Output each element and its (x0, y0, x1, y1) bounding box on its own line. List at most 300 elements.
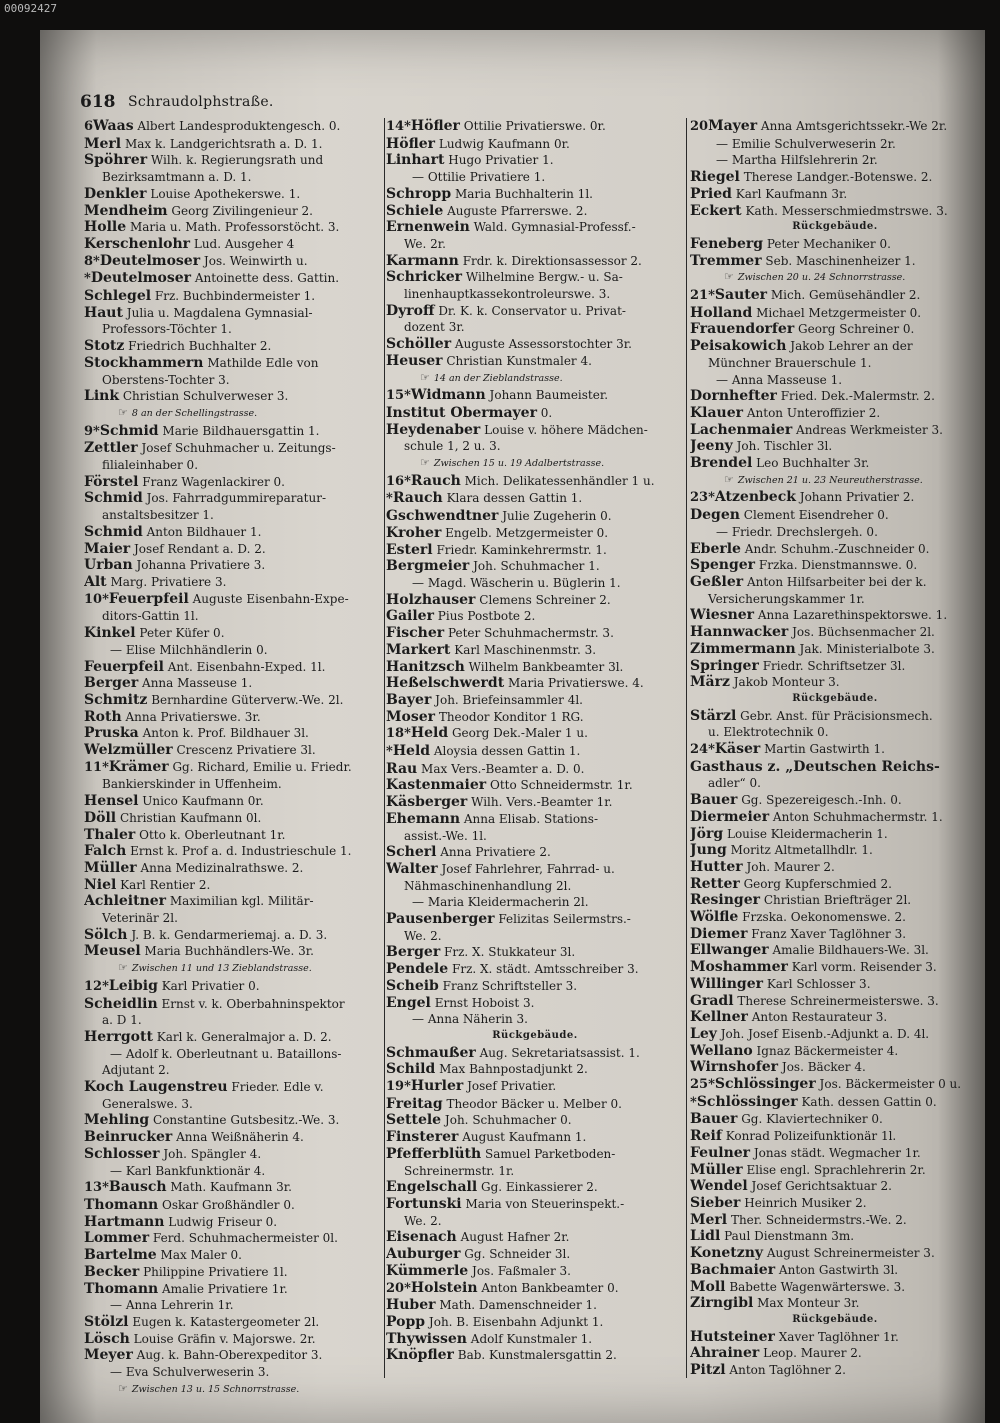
resident-entry (690, 809, 980, 826)
resident-surname: Roth (84, 708, 122, 725)
entry-subresident: — Eva Schulverweserin 3. (110, 1365, 270, 1380)
resident-surname: Widmann (410, 387, 486, 404)
resident-details: Peter Schuhmachermstr. 3. (447, 626, 614, 641)
resident-surname: Bartelme (84, 1247, 157, 1264)
house-number: 12* (84, 978, 109, 994)
resident-entry (386, 625, 684, 642)
resident-surname: Degen (690, 507, 740, 524)
resident-details: Otto k. Oberleutnant 1r. (139, 827, 286, 842)
resident-details: Louise v. höhere Mädchen- (484, 422, 648, 437)
resident-entry (690, 507, 980, 524)
entry-subresident: — Anna Näherin 3. (412, 1012, 528, 1027)
resident-details: Anton Gastwirth 3l. (778, 1262, 899, 1277)
resident-details: Konrad Polizeifunktionär 1l. (725, 1129, 897, 1144)
resident-entry (84, 253, 384, 271)
resident-entry (690, 942, 980, 959)
resident-entry (84, 355, 384, 372)
resident-entry (690, 826, 980, 843)
resident-entry (84, 1029, 384, 1046)
resident-surname: Hutter (690, 858, 743, 875)
resident-entry (84, 136, 384, 153)
resident-surname: Urban (84, 557, 133, 574)
resident-details: Maria u. Math. Professorstöcht. 3. (129, 220, 340, 235)
resident-details: Joh. Briefeinsammler 4l. (435, 692, 583, 707)
resident-entry (84, 203, 384, 220)
resident-surname: Held (392, 743, 431, 760)
resident-surname: Döll (84, 809, 117, 826)
street-note (386, 455, 684, 473)
resident-details: Anna Weißnäherin 4. (176, 1130, 304, 1145)
resident-surname: Wölfle (690, 909, 739, 926)
resident-surname: Spöhrer (84, 152, 148, 169)
resident-details: Albert Landesproduktengesch. 0. (137, 119, 341, 133)
house-number: 18* (386, 726, 411, 742)
resident-details: Max Vers.-Beamter a. D. 0. (421, 761, 585, 776)
resident-surname: Settele (386, 1112, 442, 1129)
resident-surname: Fortunski (386, 1196, 462, 1212)
house-number: * (690, 1094, 697, 1110)
resident-surname: Jeeny (690, 438, 733, 455)
house-number: 10* (84, 591, 109, 607)
resident-entry (84, 759, 384, 777)
resident-entry (386, 1061, 684, 1078)
resident-entry (690, 993, 980, 1010)
directory-column-2 (386, 118, 684, 1398)
resident-details: Jos. Weinwirth u. (203, 253, 308, 268)
resident-details: Johann Privatier 2. (799, 490, 915, 505)
resident-surname: Merl (84, 135, 122, 152)
resident-details: Jos. Faßmaler 3. (472, 1263, 571, 1278)
resident-entry (386, 1146, 684, 1163)
resident-surname: Herrgott (84, 1028, 153, 1045)
resident-entry (386, 1129, 684, 1146)
resident-entry (84, 1146, 384, 1163)
resident-surname: Pausenberger (386, 911, 495, 928)
resident-entry (690, 305, 980, 322)
pointing-hand-icon: ☞ (724, 270, 734, 284)
resident-details: Jos. Bäcker 4. (781, 1060, 866, 1075)
resident-entry (690, 759, 980, 776)
resident-entry (386, 542, 684, 559)
resident-surname: Ernenwein (386, 219, 470, 236)
resident-entry (84, 827, 384, 844)
resident-surname: Kroher (386, 524, 442, 541)
resident-surname: Jörg (690, 825, 724, 842)
resident-entry (84, 1281, 384, 1298)
resident-details: Ant. Eisenbahn-Exped. 1l. (167, 659, 326, 674)
resident-surname: Willinger (690, 975, 764, 992)
entry-continuation: adler“ 0. (708, 776, 761, 791)
resident-entry (84, 1347, 384, 1364)
resident-entry (386, 1112, 684, 1129)
resident-details: Wilh. k. Regierungsrath und (150, 153, 324, 168)
resident-surname: Haut (84, 304, 123, 321)
entry-continuation: Schreinermstr. 1r. (404, 1163, 515, 1178)
resident-details: Johann Baumeister. (489, 388, 609, 403)
resident-details: Anna Privatiere 2. (440, 845, 551, 860)
resident-entry (84, 860, 384, 877)
resident-surname: Rauch (392, 490, 443, 507)
resident-entry (84, 659, 384, 676)
resident-entry (690, 959, 980, 976)
resident-surname: Rauch (410, 472, 461, 489)
resident-surname: Müller (84, 859, 137, 876)
resident-details: Joh. Spängler 4. (163, 1146, 262, 1161)
resident-surname: Bayer (386, 691, 432, 708)
resident-surname: Knöpfler (386, 1347, 454, 1364)
resident-details: Karl Rentier 2. (120, 877, 211, 892)
resident-surname: Freitag (386, 1095, 443, 1112)
resident-surname: Zettler (84, 440, 138, 457)
resident-surname: Ley (690, 1025, 717, 1042)
running-head: Schraudolphstraße. (128, 94, 274, 110)
scan-identifier: 00092427 (4, 2, 57, 15)
resident-details: Gebr. Anst. für Präcisionsmech. (740, 708, 933, 723)
resident-entry (690, 876, 980, 893)
resident-entry (84, 692, 384, 709)
resident-surname: Zimmermann (690, 640, 796, 657)
resident-details: Georg Schreiner 0. (798, 322, 915, 337)
resident-entry (386, 608, 684, 625)
resident-entry (386, 269, 684, 286)
entry-continuation: Nähmaschinenhandlung 2l. (404, 878, 572, 893)
column-rule (384, 118, 385, 1378)
page-number: 618 (80, 92, 116, 112)
resident-entry (386, 944, 684, 961)
resident-surname: Berger (84, 675, 139, 692)
entry-continuation: Versicherungskammer 1r. (708, 591, 865, 606)
resident-surname: Pendele (386, 961, 449, 978)
resident-entry (690, 1245, 980, 1262)
resident-surname: Wellano (690, 1042, 753, 1059)
resident-details: Xaver Taglöhner 1r. (778, 1329, 899, 1344)
street-note-text: Zwischen 20 u. 24 Schnorrstrasse. (737, 272, 906, 284)
resident-entry (690, 574, 980, 591)
resident-surname: Wiesner (690, 607, 755, 624)
resident-surname: Tremmer (690, 252, 762, 269)
resident-entry (386, 844, 684, 861)
resident-entry (690, 1279, 980, 1296)
resident-surname: Mehling (84, 1112, 150, 1129)
resident-details: Anton Restaurateur 3. (751, 1010, 888, 1025)
resident-entry (84, 152, 384, 169)
resident-details: Anton Taglöhner 2. (729, 1363, 846, 1378)
resident-entry (386, 725, 684, 743)
resident-details: Moritz Altmetallhdlr. 1. (730, 843, 873, 858)
resident-entry (690, 741, 980, 759)
resident-details: Jos. Fahrradgummireparatur- (146, 491, 326, 506)
resident-entry (690, 792, 980, 809)
resident-details: Anna Elisab. Stations- (463, 811, 599, 826)
resident-surname: Holstein (410, 1279, 478, 1296)
entry-continuation: We. 2. (404, 928, 442, 943)
entry-continuation: filialeinhaber 0. (102, 458, 199, 473)
resident-details: Max Bahnpostadjunkt 2. (439, 1062, 588, 1077)
resident-surname: Krämer (108, 758, 169, 775)
resident-surname: Gradl (690, 992, 734, 1009)
resident-surname: Denkler (84, 185, 147, 202)
resident-details: Ferd. Schuhmachermeister 0l. (152, 1231, 338, 1246)
resident-surname: Schmid (84, 490, 143, 507)
resident-surname: Engelschall (386, 1179, 478, 1196)
resident-entry (690, 489, 980, 507)
resident-details: Joh. Schuhmacher 1. (473, 559, 600, 574)
resident-entry (84, 1197, 384, 1214)
resident-details: Gg. Einkassierer 2. (481, 1180, 598, 1195)
house-number: * (386, 744, 393, 760)
resident-details: Gg. Richard, Emilie u. Friedr. (172, 759, 352, 774)
resident-surname: Wirnshofer (690, 1059, 779, 1076)
entry-continuation: Veterinär 2l. (102, 911, 178, 926)
resident-entry (386, 1280, 684, 1298)
resident-details: Jonas städt. Wegmacher 1r. (753, 1145, 921, 1160)
resident-details: Georg Dek.-Maler 1 u. (451, 726, 588, 741)
resident-entry (84, 843, 384, 860)
resident-details: Samuel Parketboden- (485, 1146, 616, 1161)
resident-surname: Alt (84, 573, 107, 590)
resident-details: Paul Dienstmann 3m. (724, 1229, 855, 1244)
resident-details: Maria Buchhändlers-We. 3r. (144, 944, 314, 959)
resident-entry (84, 591, 384, 609)
resident-details: Franz Xaver Taglöhner 3. (751, 926, 907, 941)
street-note-text: 14 an der Zieblandstrasse. (433, 372, 563, 384)
resident-surname: Held (410, 725, 449, 742)
entry-continuation: dozent 3r. (404, 320, 465, 335)
resident-details: Anton Hilfsarbeiter bei der k. (746, 574, 927, 589)
resident-entry (690, 842, 980, 859)
resident-surname: Waas (93, 118, 134, 134)
street-note-text: 8 an der Schellingstrasse. (131, 407, 258, 419)
resident-entry (84, 725, 384, 742)
resident-surname: Schlosser (84, 1145, 160, 1162)
resident-surname: Konetzny (690, 1245, 764, 1262)
directory-column-1 (84, 118, 384, 1398)
resident-details: Anton Bildhauer 1. (146, 524, 262, 539)
entry-subresident: — Emilie Schulverweserin 2r. (716, 136, 896, 151)
resident-surname: Diermeier (690, 808, 770, 825)
resident-surname: Schöller (386, 336, 452, 353)
resident-details: Anna Medizinalrathswe. 2. (140, 860, 304, 875)
resident-entry (690, 1009, 980, 1026)
resident-surname: Lachenmaier (690, 421, 793, 438)
resident-entry (84, 1230, 384, 1247)
resident-entry (84, 996, 384, 1013)
resident-entry (690, 1043, 980, 1060)
resident-entry (690, 1329, 980, 1346)
resident-details: Michael Metzgermeister 0. (756, 305, 922, 320)
resident-surname: Bergmeier (386, 558, 470, 575)
resident-entry (690, 658, 980, 675)
resident-entry (386, 186, 684, 203)
resident-surname: Diemer (690, 925, 748, 942)
resident-details: Ludwig Kaufmann 0r. (438, 136, 570, 151)
resident-details: Theodor Konditor 1 RG. (438, 709, 584, 724)
resident-details: Ernst v. k. Oberbahninspektor (161, 996, 345, 1011)
entry-subresident: — Magd. Wäscherin u. Büglerin 1. (412, 575, 621, 590)
resident-details: Klara dessen Gattin 1. (446, 491, 583, 506)
resident-entry (386, 303, 684, 320)
resident-details: Bab. Kunstmalersgattin 2. (457, 1348, 617, 1363)
resident-details: Leop. Maurer 2. (763, 1346, 862, 1361)
resident-details: Friedrich Buchhalter 2. (128, 339, 272, 354)
resident-entry (386, 761, 684, 778)
entry-continuation: Bankierskinder in Uffenheim. (102, 777, 282, 792)
resident-entry (386, 508, 684, 525)
resident-surname: Feulner (690, 1144, 751, 1161)
resident-details: Adolf Kunstmaler 1. (470, 1331, 593, 1346)
resident-entry (84, 118, 384, 136)
section-heading-rear-building: Rückgebäude. (792, 692, 878, 704)
resident-details: Aug. k. Bahn-Oberexpeditor 3. (136, 1348, 323, 1363)
resident-entry (690, 186, 980, 203)
resident-entry (386, 1196, 684, 1213)
resident-entry (690, 1178, 980, 1195)
entry-subresident: — Friedr. Drechslergeh. 0. (716, 524, 878, 539)
house-number: 20* (386, 1280, 411, 1296)
pointing-hand-icon: ☞ (724, 472, 734, 486)
resident-details: Philippine Privatiere 1l. (143, 1264, 288, 1279)
entry-continuation: Generalswe. 3. (102, 1096, 193, 1111)
resident-entry (84, 305, 384, 322)
resident-entry (84, 978, 384, 996)
resident-entry (690, 1262, 980, 1279)
resident-surname: Wendel (690, 1178, 748, 1195)
resident-details: Josef Rendant a. D. 2. (134, 541, 266, 556)
resident-details: J. B. k. Gendarmeriemaj. a. D. 3. (131, 927, 328, 942)
resident-details: Ludwig Friseur 0. (168, 1214, 278, 1229)
resident-surname: Heuser (386, 352, 443, 369)
entry-subresident: — Ottilie Privatiere 1. (412, 170, 546, 185)
resident-surname: Schmid (84, 523, 143, 540)
resident-entry (690, 674, 980, 691)
resident-entry (690, 624, 980, 641)
resident-details: Aloysia dessen Gattin 1. (433, 744, 581, 759)
directory-column-3 (690, 118, 980, 1398)
resident-details: Aug. Sekretariatsassist. 1. (479, 1045, 640, 1060)
resident-surname: Pfefferblüth (386, 1145, 482, 1162)
resident-surname: Riegel (690, 169, 740, 186)
resident-details: Mathilde Edle von (207, 355, 319, 370)
resident-entry (690, 1076, 980, 1094)
resident-details: Bernhardine Güterverw.-We. 2l. (151, 692, 344, 707)
resident-entry (690, 1228, 980, 1245)
resident-details: Math. Damenschneider 1. (439, 1298, 597, 1313)
street-note-text: Zwischen 21 u. 23 Neureutherstrasse. (737, 474, 923, 486)
resident-entry (84, 877, 384, 894)
resident-details: Anton Schuhmachermstr. 1. (772, 809, 943, 824)
resident-entry (386, 405, 684, 422)
resident-details: Frzka. Dienstmannswe. 0. (758, 558, 918, 573)
resident-entry (84, 793, 384, 810)
resident-details: Marie Bildhauersgattin 1. (162, 423, 320, 438)
resident-details: Fried. Dek.-Malermstr. 2. (780, 389, 935, 404)
resident-details: Crescenz Privatiere 3l. (176, 743, 316, 758)
resident-entry (84, 557, 384, 574)
resident-surname: Scheib (386, 977, 439, 994)
resident-entry (84, 388, 384, 405)
resident-surname: Engel (386, 994, 431, 1011)
resident-details: Engelb. Metzgermeister 0. (445, 525, 609, 540)
resident-details: Louise Gräfin v. Majorswe. 2r. (133, 1331, 316, 1346)
resident-entry (386, 490, 684, 508)
resident-surname: Leibig (108, 977, 158, 994)
street-note (84, 1381, 384, 1398)
resident-surname: Retter (690, 875, 740, 892)
resident-entry (386, 675, 684, 692)
resident-details: Therese Landger.-Botenswe. 2. (743, 170, 933, 185)
resident-details: Otto Schneidermstr. 1r. (490, 778, 633, 793)
resident-surname: Kellner (690, 1009, 748, 1026)
resident-surname: Dornhefter (690, 388, 777, 405)
resident-surname: Rau (386, 760, 418, 777)
resident-surname: Jung (690, 842, 727, 859)
resident-details: Eugen k. Katastergeometer 2l. (132, 1314, 320, 1329)
resident-details: Andr. Schuhm.-Zuschneider 0. (744, 541, 930, 556)
resident-surname: Falch (84, 843, 127, 860)
resident-surname: Link (84, 388, 120, 405)
resident-surname: Walter (386, 860, 438, 877)
resident-entry (690, 405, 980, 422)
house-number: 23* (690, 490, 715, 506)
pointing-hand-icon: ☞ (118, 961, 128, 975)
entry-continuation: a. D 1. (102, 1013, 142, 1028)
entry-continuation: linenhauptkassekontroleurswe. 3. (404, 287, 611, 302)
resident-details: Julia u. Magdalena Gymnasial- (126, 305, 313, 320)
resident-surname: Höfler (386, 135, 436, 152)
resident-surname: Hensel (84, 793, 139, 810)
resident-entry (690, 236, 980, 253)
house-number: * (84, 271, 91, 287)
house-number: 24* (690, 742, 715, 758)
resident-entry (690, 253, 980, 270)
entry-continuation: Münchner Brauerschule 1. (708, 355, 872, 370)
resident-entry (386, 1045, 684, 1062)
resident-entry (386, 1078, 684, 1096)
house-number: 6 (84, 119, 94, 134)
resident-surname: Peisakowich (690, 338, 787, 355)
resident-details: Franz Schriftsteller 3. (442, 978, 578, 993)
resident-entry (690, 1162, 980, 1179)
resident-details: Heinrich Musiker 2. (744, 1196, 867, 1210)
resident-surname: Stärzl (690, 707, 737, 724)
resident-surname: Sauter (714, 287, 768, 304)
resident-surname: Hanitzsch (386, 658, 465, 675)
resident-surname: Feuerpfeil (108, 590, 189, 607)
resident-details: Josef Gerichtsaktuar 2. (751, 1179, 892, 1194)
resident-surname: Schricker (386, 269, 463, 286)
resident-entry (386, 861, 684, 878)
resident-details: Karl Schlosser 3. (766, 976, 871, 991)
resident-details: Louise Kleidermacherin 1. (726, 826, 888, 841)
entry-subresident: — Martha Hilfslehrerin 2r. (716, 153, 878, 168)
resident-surname: Schild (386, 1061, 436, 1078)
resident-surname: Huber (386, 1297, 436, 1314)
resident-details: Ernst Hoboist 3. (434, 995, 535, 1010)
resident-details: Karl Maschinenmstr. 3. (454, 642, 597, 657)
resident-details: Joh. Tischler 3l. (736, 439, 833, 454)
resident-entry (84, 1331, 384, 1348)
resident-details: August Schreinermeister 3. (766, 1246, 935, 1261)
resident-details: Wilh. Vers.-Beamter 1r. (471, 795, 613, 810)
resident-details: Jos. Bäckermeister 0 u. (819, 1077, 962, 1092)
resident-surname: Sieber (690, 1195, 741, 1211)
resident-details: Christian Kunstmaler 4. (446, 353, 592, 368)
resident-surname: Karmann (386, 252, 459, 269)
resident-surname: Beinrucker (84, 1129, 173, 1146)
resident-entry (84, 625, 384, 642)
resident-entry (84, 440, 384, 457)
resident-entry (690, 1212, 980, 1229)
